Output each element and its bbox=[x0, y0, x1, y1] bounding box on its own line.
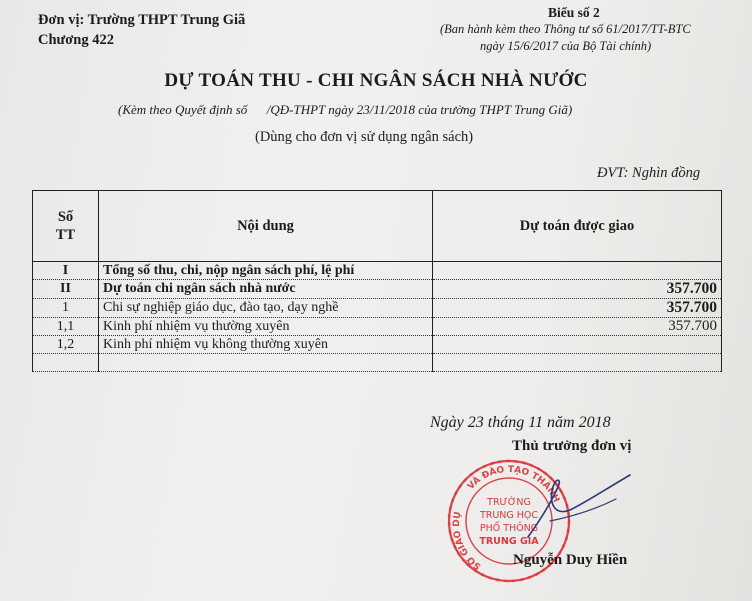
signer-name: Nguyễn Duy Hiền bbox=[513, 552, 628, 568]
row-content: Dự toán chi ngân sách nhà nước bbox=[99, 280, 433, 299]
row-amount: 357.700 bbox=[433, 318, 722, 336]
table-row bbox=[33, 299, 722, 318]
signature-stroke-1 bbox=[528, 475, 630, 537]
row-no: 1,1 bbox=[33, 318, 99, 336]
table-row bbox=[33, 354, 722, 372]
row-amount bbox=[433, 262, 722, 280]
seal-line-1: TRƯỜNG bbox=[487, 497, 531, 508]
table-row bbox=[33, 318, 722, 336]
col-header-no-line1: Số bbox=[57, 209, 74, 225]
usage-note: (Dùng cho đơn vị sử dụng ngân sách) bbox=[255, 129, 474, 145]
row-amount bbox=[433, 354, 722, 372]
handwritten-signature bbox=[520, 465, 640, 550]
currency-unit-note: ĐVT: Nghìn đồng bbox=[597, 165, 701, 181]
row-amount: 357.700 bbox=[433, 280, 722, 299]
row-content: Kinh phí nhiệm vụ không thường xuyên bbox=[99, 336, 433, 354]
row-content: Chi sự nghiệp giáo dục, đào tạo, dạy nghề bbox=[99, 299, 433, 318]
row-no bbox=[33, 354, 99, 372]
chapter-code: Chương 422 bbox=[38, 32, 114, 48]
col-header-no-line2: TT bbox=[55, 227, 76, 243]
row-amount bbox=[433, 336, 722, 354]
row-no: 1 bbox=[33, 299, 99, 318]
signature-graphic bbox=[520, 465, 640, 545]
seal-line-2: TRUNG HỌC bbox=[479, 510, 539, 521]
col-header-amount: Dự toán được giao bbox=[433, 191, 722, 262]
row-amount: 357.700 bbox=[433, 299, 722, 318]
col-header-no bbox=[33, 191, 99, 262]
budget-table bbox=[32, 190, 722, 372]
table-row bbox=[33, 336, 722, 354]
table-row bbox=[33, 262, 722, 280]
row-no: II bbox=[33, 280, 99, 299]
seal-line-4: TRUNG GIÃ bbox=[479, 536, 539, 547]
circular-reference-line2: ngày 15/6/2017 của Bộ Tài chính) bbox=[480, 39, 652, 53]
row-content: Kinh phí nhiệm vụ thường xuyên bbox=[99, 318, 433, 336]
table-header-row bbox=[33, 191, 722, 262]
col-header-content: Nội dung bbox=[99, 191, 433, 262]
signature-date: Ngày 23 tháng 11 năm 2018 bbox=[430, 414, 611, 431]
seal-ring-text-left: SỞ GIÁO DỤ bbox=[452, 510, 484, 572]
circular-reference-line1: (Ban hành kèm theo Thông tư số 61/2017/TT-BTC bbox=[440, 22, 691, 36]
row-content: Tổng số thu, chi, nộp ngân sách phí, lệ phí bbox=[99, 262, 433, 280]
row-content bbox=[99, 354, 433, 372]
document-title: DỰ TOÁN THU - CHI NGÂN SÁCH NHÀ NƯỚC bbox=[164, 70, 588, 91]
row-no: 1,2 bbox=[33, 336, 99, 354]
table-row bbox=[33, 280, 722, 299]
seal-ring-text: VÀ ĐÀO TẠO THÀNH bbox=[466, 464, 562, 505]
decision-reference: (Kèm theo Quyết định số /QĐ-THPT ngày 23/11/2018 của trường THPT Trung Giã) bbox=[118, 102, 573, 117]
seal-line-3: PHỔ THÔNG bbox=[479, 523, 539, 534]
signer-title: Thủ trưởng đơn vị bbox=[512, 438, 632, 454]
unit-name: Đơn vị: Trường THPT Trung Giã bbox=[38, 12, 246, 28]
form-number: Biểu số 2 bbox=[548, 5, 600, 20]
row-no: I bbox=[33, 262, 99, 280]
